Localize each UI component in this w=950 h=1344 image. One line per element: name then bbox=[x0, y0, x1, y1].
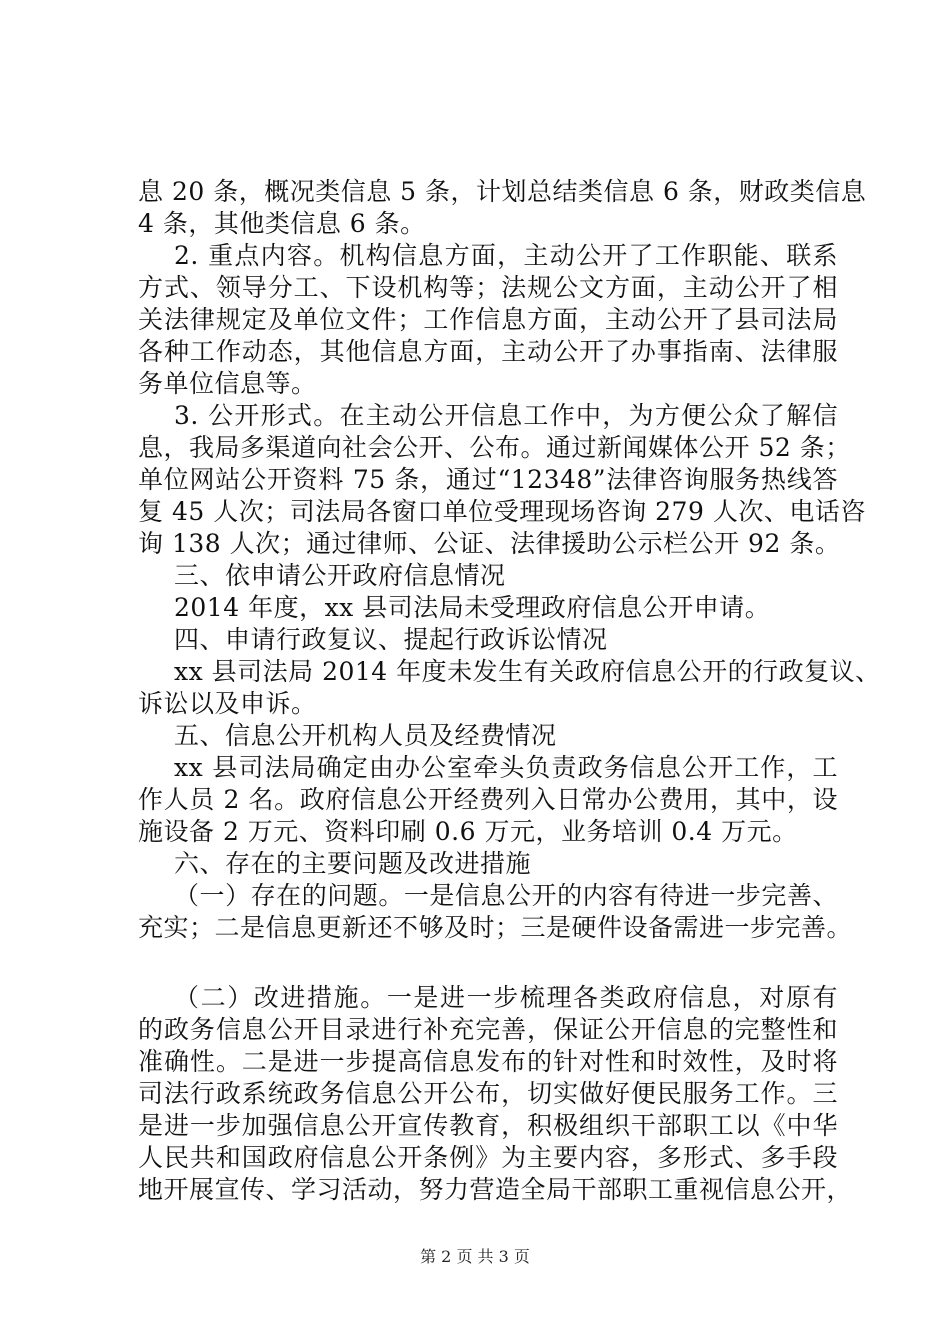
section-heading: 四、申请行政复议、提起行政诉讼情况 bbox=[174, 625, 608, 654]
section-heading: 六、存在的主要问题及改进措施 bbox=[174, 849, 532, 878]
section-heading: 五、信息公开机构人员及经费情况 bbox=[174, 721, 557, 750]
text-line: 复 45 人次；司法局各窗口单位受理现场咨询 279 人次、电话咨 bbox=[138, 497, 866, 526]
text-line: 务单位信息等。 bbox=[138, 369, 317, 398]
text-line: 询 138 人次；通过律师、公证、法律援助公示栏公开 92 条。 bbox=[138, 529, 841, 558]
text-line: 司法行政系统政务信息公开公布，切实做好便民服务工作。三 bbox=[138, 1079, 838, 1108]
text-line: xx 县司法局 2014 年度未发生有关政府信息公开的行政复议、 bbox=[174, 657, 881, 686]
text-line: 施设备 2 万元、资料印刷 0.6 万元，业务培训 0.4 万元。 bbox=[138, 817, 798, 846]
text-line: 充实；二是信息更新还不够及时；三是硬件设备需进一步完善。 bbox=[138, 913, 853, 942]
text-line: 准确性。二是进一步提高信息发布的针对性和时效性，及时将 bbox=[138, 1047, 838, 1076]
text-line: 4 条，其他类信息 6 条。 bbox=[138, 209, 426, 238]
text-line: 人民共和国政府信息公开条例》为主要内容，多形式、多手段 bbox=[138, 1143, 838, 1172]
text-line: 地开展宣传、学习活动，努力营造全局干部职工重视信息公开， bbox=[138, 1175, 853, 1204]
text-line: 各种工作动态，其他信息方面，主动公开了办事指南、法律服 bbox=[138, 337, 838, 366]
text-line: 单位网站公开资料 75 条，通过“12348”法律咨询服务热线答 bbox=[138, 465, 838, 494]
text-line: 2014 年度，xx 县司法局未受理政府信息公开申请。 bbox=[174, 593, 771, 622]
text-line: 作人员 2 名。政府信息公开经费列入日常办公费用，其中，设 bbox=[138, 785, 838, 814]
section-heading: 三、依申请公开政府信息情况 bbox=[174, 561, 506, 590]
text-line: （二）改进措施。一是进一步梳理各类政府信息，对原有 bbox=[174, 983, 838, 1012]
text-line: 方式、领导分工、下设机构等；法规公文方面，主动公开了相 bbox=[138, 273, 838, 302]
text-line: 息，我局多渠道向社会公开、公布。通过新闻媒体公开 52 条； bbox=[138, 433, 851, 462]
text-line: 是进一步加强信息公开宣传教育，积极组织干部职工以《中华 bbox=[138, 1111, 838, 1140]
text-line: 诉讼以及申诉。 bbox=[138, 689, 317, 718]
text-line: 3. 公开形式。在主动公开信息工作中，为方便公众了解信 bbox=[174, 401, 838, 430]
text-line: （一）存在的问题。一是信息公开的内容有待进一步完善、 bbox=[174, 881, 838, 910]
text-line: 2. 重点内容。机构信息方面，主动公开了工作职能、联系 bbox=[174, 241, 838, 270]
text-line: 关法律规定及单位文件；工作信息方面，主动公开了县司法局 bbox=[138, 305, 838, 334]
text-line: xx 县司法局确定由办公室牵头负责政务信息公开工作，工 bbox=[174, 753, 838, 782]
text-line: 息 20 条，概况类信息 5 条，计划总结类信息 6 条，财政类信息 bbox=[138, 177, 867, 206]
text-line: 的政务信息公开目录进行补充完善，保证公开信息的完整性和 bbox=[138, 1015, 838, 1044]
page-footer: 第 2 页 共 3 页 bbox=[420, 1247, 530, 1266]
